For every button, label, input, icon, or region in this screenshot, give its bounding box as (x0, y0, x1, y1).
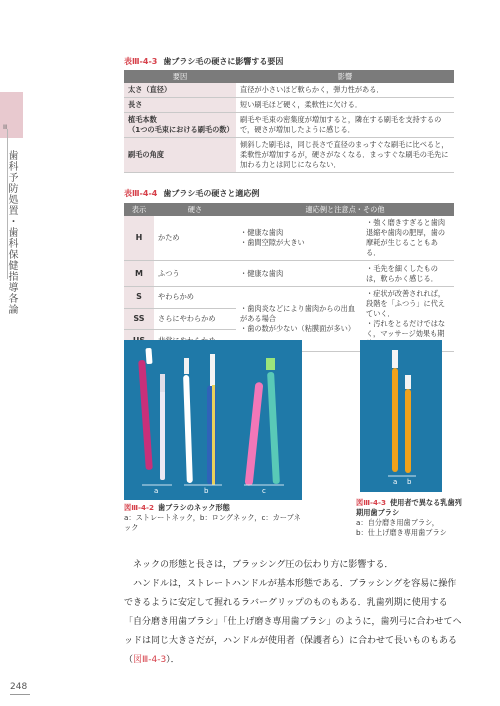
photo-label-b: b (407, 478, 412, 486)
chapter-tab (0, 92, 23, 138)
table4 (124, 203, 454, 352)
photo-label-c: c (262, 487, 266, 495)
effect-cell: 傾斜した刷毛は，同じ長さで直径のまっすぐな刷毛に比べると，柔軟性が増加するが，硬さがなくなる．まっすぐな刷毛の毛先に加わる力とは同じにならない． (236, 138, 454, 173)
hardness-cell: やわらかめ (154, 287, 236, 309)
table-row (124, 261, 454, 287)
hardness-cell: かため (154, 216, 236, 261)
figure2-number: 図Ⅲ-4-2 (124, 503, 154, 512)
factor-cell: 刷毛の角度 (124, 138, 236, 173)
page-number: 248 (10, 682, 28, 692)
body-text (124, 556, 464, 670)
child-toothbrushes-illustration (360, 340, 442, 492)
figure2-title: 歯ブラシのネック形態 (157, 503, 230, 512)
factor-cell: 長さ (124, 98, 236, 113)
table4-header-code: 表示 (124, 203, 154, 216)
table4-title: 歯ブラシ毛の硬さと適応例 (163, 189, 260, 198)
page-rule (10, 694, 30, 695)
table-row (124, 113, 454, 138)
factor-cell: 植毛本数 （1つの毛束における刷毛の数） (124, 113, 236, 138)
table4-caption (124, 188, 259, 199)
table3-number: 表Ⅲ-4-3 (124, 57, 158, 66)
table-row (124, 138, 454, 173)
photo-label-b: b (204, 487, 209, 495)
code-cell: H (124, 216, 154, 261)
photo-label-a: a (393, 478, 398, 486)
figure2-desc: a：ストレートネック，b：ロングネック，c：カーブネック (124, 513, 301, 532)
table4-header-notes: 適応例と注意点・その他 (236, 203, 454, 216)
table4-number: 表Ⅲ-4-4 (124, 189, 158, 198)
photo-label-a: a (154, 487, 159, 495)
figure3-title: 使用者で異なる乳歯列期用歯ブラシ (356, 498, 462, 517)
code-cell: S (124, 287, 154, 309)
code-cell: M (124, 261, 154, 287)
table3-title: 歯ブラシ毛の硬さに影響する要因 (163, 57, 284, 66)
note-cell: ・毛先を細くしたものは，軟らかく感じる． (362, 261, 454, 287)
running-title: 歯科予防処置・歯科保健指導各論 (6, 150, 17, 315)
figure-reference-link[interactable]: 図Ⅲ-4-3 (133, 655, 167, 665)
hardness-cell: ふつう (154, 261, 236, 287)
figure3-desc-b: b：仕上げ磨き専用歯ブラシ (356, 528, 447, 537)
figure3-caption (356, 498, 466, 538)
table3-header-factor: 要因 (124, 70, 236, 83)
figure3-number: 図Ⅲ-4-3 (356, 498, 386, 507)
use-cell: ・健康な歯肉 ・歯間空隙が大きい (236, 216, 362, 261)
table-row (124, 83, 454, 98)
figure3-desc-a: a：自分磨き用歯ブラシ， (356, 518, 439, 527)
toothbrush-necks-illustration (124, 340, 302, 500)
paragraph-1: ネックの形態と長さは，ブラッシング圧の伝わり方に影響する． (133, 560, 394, 570)
table3 (124, 70, 454, 173)
effect-cell: 刷毛や毛束の密集度が増加すると，隣在する刷毛を支持するので，硬さが増加したように感じる． (236, 113, 454, 138)
use-cell: ・歯肉炎などにより歯肉からの出血がある場合 ・歯の数が少ない（粘膜面が多い） (236, 287, 362, 352)
paragraph-2-end: ）． (166, 655, 180, 665)
note-cell: ・強く磨きすぎると歯肉退縮や歯肉の肥厚，歯の摩耗が生じることもある． (362, 216, 454, 261)
table4-header-hardness: 硬さ (154, 203, 236, 216)
table-row (124, 287, 454, 309)
paragraph-2-text: ハンドルは，ストレートハンドルが基本形態である．ブラッシングを容易に操作できるように安定して握れるラバーグリップのものもある．乳歯列期に使用する「自分磨き用歯ブラシ」「仕上げ磨き専用歯ブラシ」のように，歯列弓に合わせてヘッドは同じ大きさだが，ハンドルが使用者（保護者ら）に合わせて長いものもある（ (124, 579, 462, 665)
child-brush-photo (360, 340, 442, 492)
chapter-mark: Ⅲ (3, 124, 8, 131)
hardness-cell: さらにやわらかめ (154, 308, 236, 330)
neck-shape-photo (124, 340, 302, 500)
table-row (124, 98, 454, 113)
effect-cell: 短い刷毛ほど硬く，柔軟性に欠ける． (236, 98, 454, 113)
note-cell: ・症状が改善されれば，段階を「ふつう」に代えていく． ・汚れをとるだけではなく，マッサージ効果も期 (362, 287, 454, 352)
factor-cell: 太さ（直径） (124, 83, 236, 98)
figure2-caption (124, 503, 304, 533)
effect-cell: 直径が小さいほど軟らかく，弾力性がある． (236, 83, 454, 98)
paragraph-2 (124, 575, 464, 670)
table-row (124, 216, 454, 261)
code-cell: SS (124, 308, 154, 330)
table3-header-effect: 影響 (236, 70, 454, 83)
use-cell: ・健康な歯肉 (236, 261, 362, 287)
table3-caption (124, 56, 283, 67)
